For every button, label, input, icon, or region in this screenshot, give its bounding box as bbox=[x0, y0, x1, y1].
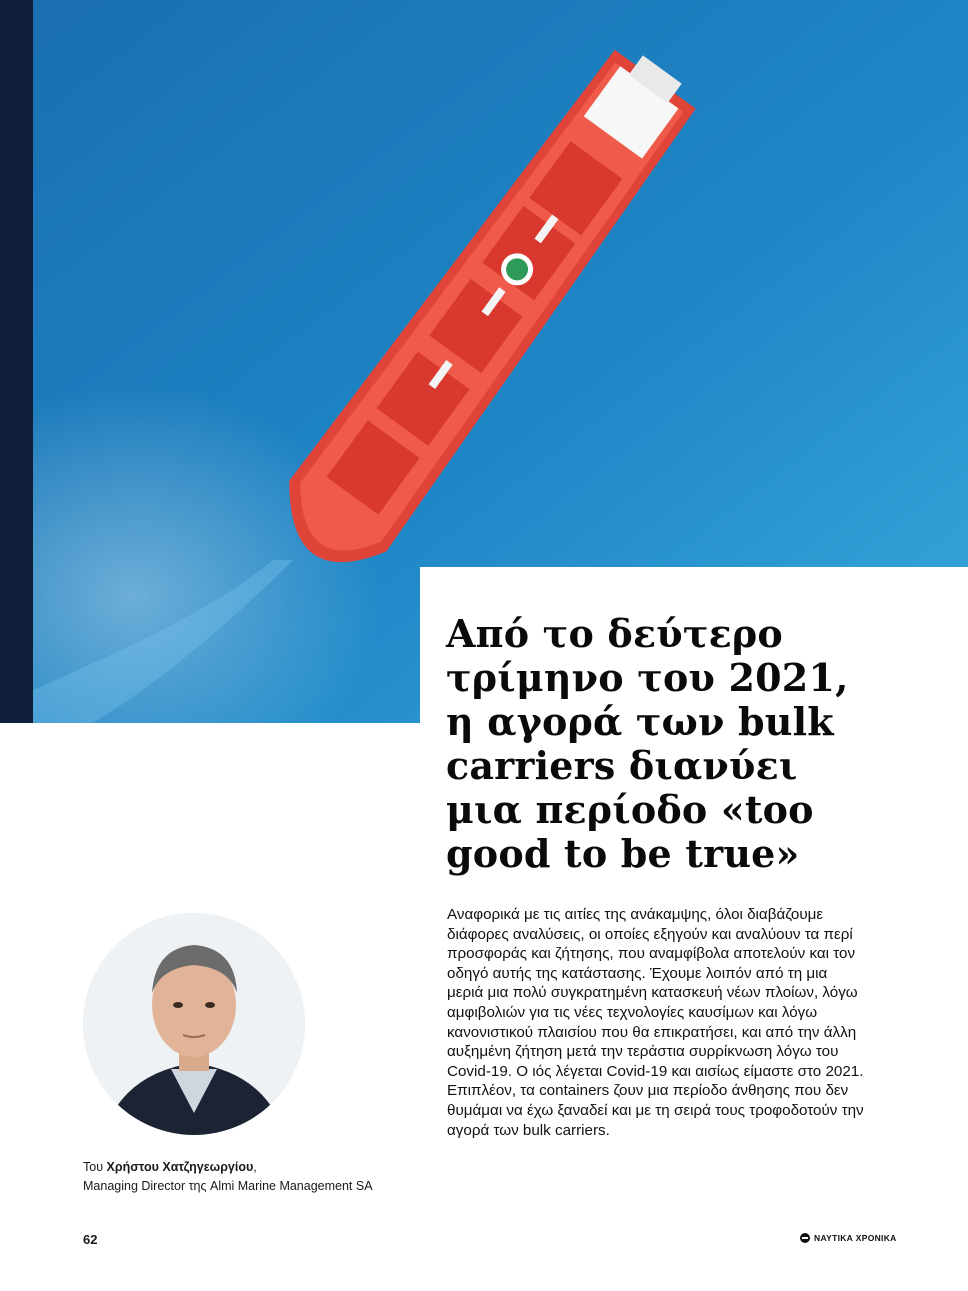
author-role: Managing Director της Almi Marine Management SA bbox=[83, 1179, 373, 1193]
brand-name: ΝΑΥΤΙΚΑ ΧΡΟΝΙΚΑ bbox=[814, 1233, 897, 1243]
author-byline bbox=[83, 1158, 413, 1196]
article-body: Αναφορικά με τις αιτίες της ανάκαμψης, όλοι διαβάζουμε διάφορες αναλύσεις, οι οποίες εξηγούν και αναλύουν τα περί προσφοράς και ζήτησης, που αναμφίβολα αποτελούν και τον οδηγό αυτής της κατάστασης. Έχουμε λοιπόν από τη μια μεριά μια πολύ συγκρατημένη κατασκευή νέων πλοίων, λόγω αμφιβολιών για τις νέες τεχνολογίες καυσίμων και λόγω κανονιστικού πλαισίου που θα επικρατήσει, και από την άλλη αυξημένη ζήτηση μετά την τεράστια συρρίκνωση λόγω του Covid-19. Ο ιός λέγεται Covid-19 και αισίως είμαστε στο 2021. Επιπλέον, τα containers ζουν μια περίοδο άνθησης που δεν θυμάμαι να έχω ξαναδεί και με τη σειρά τους τροφοδοτούν την αγορά των bulk carriers. bbox=[447, 906, 864, 1139]
page-number: 62 bbox=[83, 1232, 98, 1247]
author-prefix: Του bbox=[83, 1160, 107, 1174]
sidebar-accent-bar bbox=[0, 0, 33, 723]
author-portrait bbox=[83, 913, 305, 1135]
magazine-brand bbox=[800, 1233, 897, 1243]
author-suffix: , bbox=[253, 1160, 257, 1174]
brand-logo-icon bbox=[800, 1233, 810, 1243]
author-name: Χρήστου Χατζηγεωργίου bbox=[106, 1160, 254, 1174]
article-headline: Από το δεύτερο τρίμηνο του 2021, η αγορά των bulk carriers διανύει μια περίοδο «too good to be true» bbox=[446, 611, 849, 876]
